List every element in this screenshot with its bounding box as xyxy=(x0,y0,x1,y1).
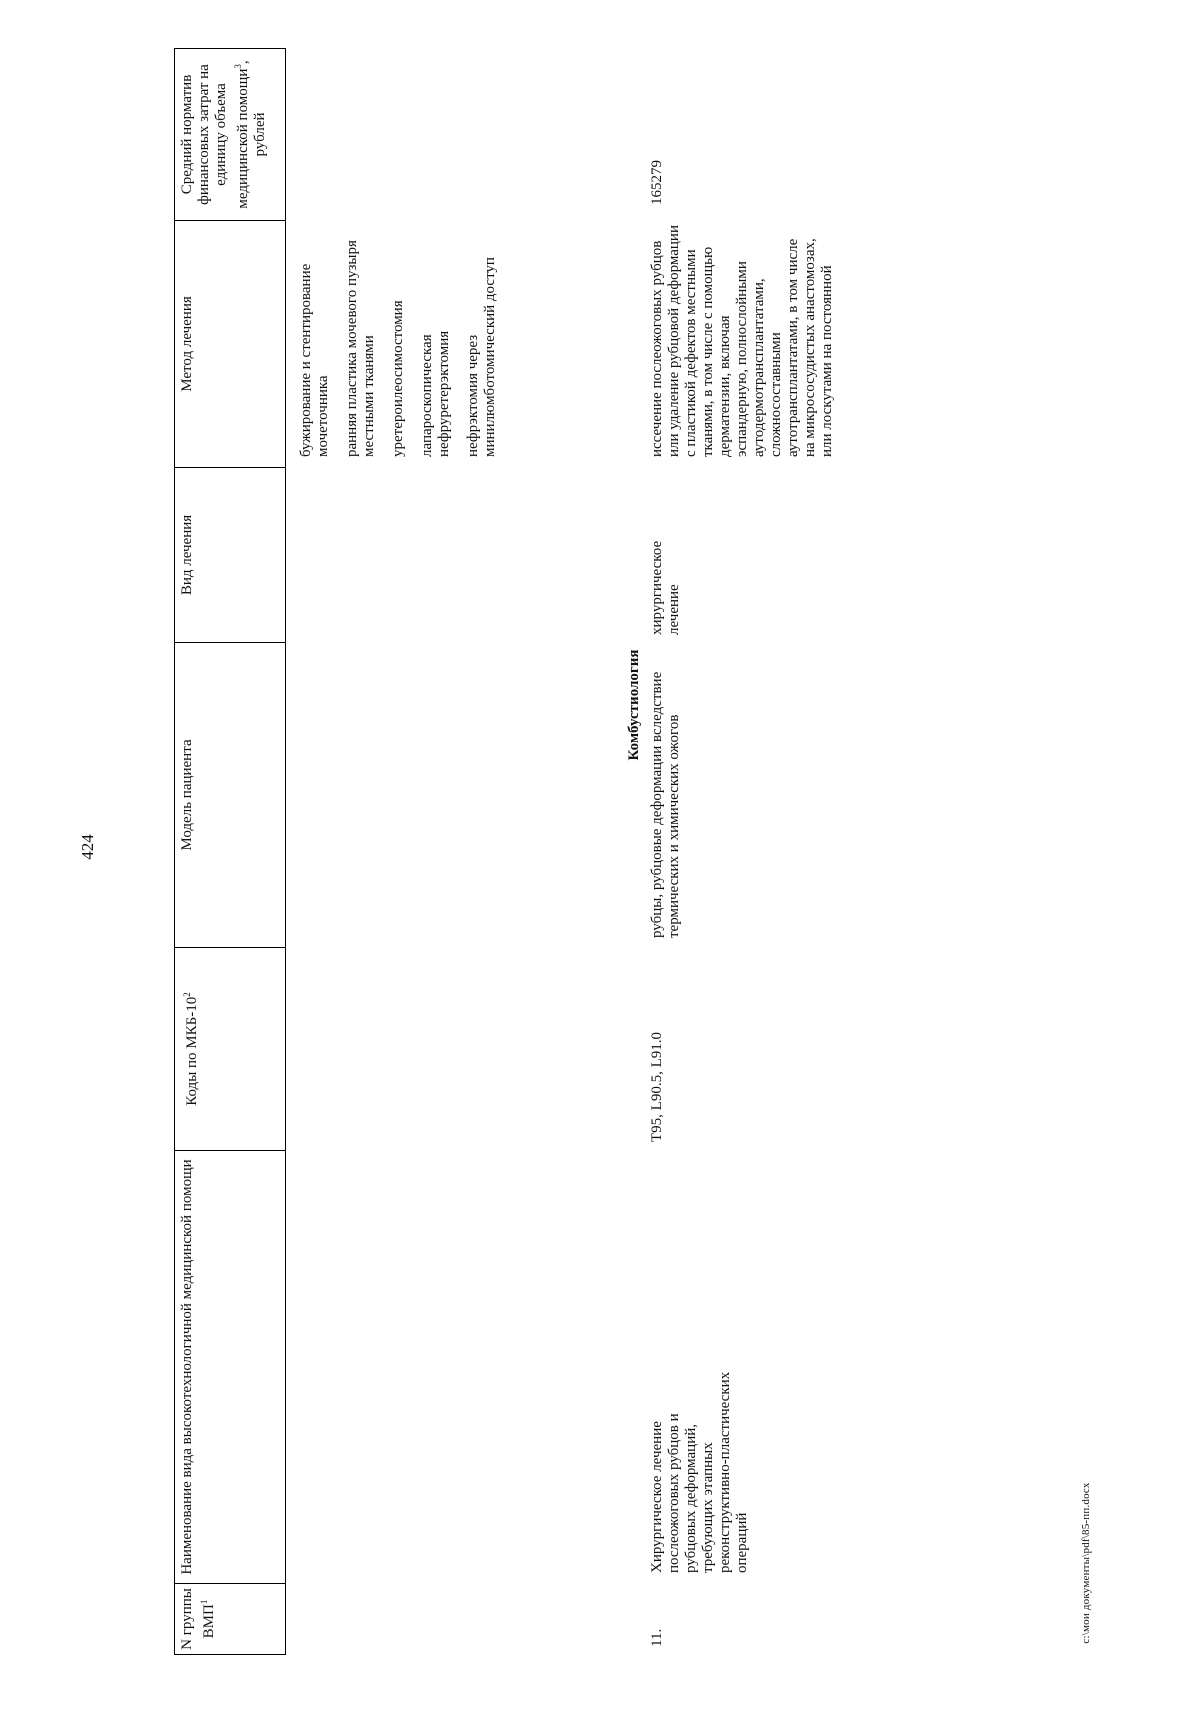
method-item: нефрэктомия через минилюмботомический доступ xyxy=(465,257,498,457)
method-item: лапароскопическая нефруретерэктомия xyxy=(419,330,452,457)
header-name: Наименование вида высокотехнологичной медицинской помощи xyxy=(174,1150,286,1583)
header-group-no: N группы ВМП$^1$ xyxy=(174,1583,286,1655)
row-treatment-method: иссечение послеожоговых рубцов или удаление рубцовой деформации с пластикой дефектов местными тканями, в том числе с помощью дерматензии, включая эспандерную, полнослойными аутодермотрансплантатами, сложносоставными аутотрансплантатами, в том числе на микрососудистых анастомозах, или лоскутами на постоянной xyxy=(649,225,835,457)
header-codes: Коды по МКБ-$10^2$ xyxy=(174,947,286,1150)
row-codes: T95, L90.5, L91.0 xyxy=(649,1032,665,1142)
continuation-methods xyxy=(298,217,511,457)
header-patient-model: Модель пациента xyxy=(174,642,286,947)
header-treatment-method: Метод лечения xyxy=(174,220,286,467)
row-avg-cost: 165279 xyxy=(649,160,665,205)
method-item: ранняя пластика мочевого пузыря местными тканями xyxy=(344,240,377,457)
method-item: уретероилеосимостомия xyxy=(390,300,406,457)
method-item: бужирование и стентирование мочеточника xyxy=(298,263,331,457)
row-patient-model: рубцы, рубцовые деформации вследствие термических и химических ожогов xyxy=(649,671,682,938)
header-avg-cost: Средний норматив финансовых затрат на единицу объема медицинской помощи$^3$, рублей xyxy=(174,48,286,220)
section-title: Комбустиология xyxy=(626,649,642,761)
footer-file-path: c:\мои документы\pdf\85-пп.docx xyxy=(1080,1482,1092,1644)
header-treatment-type: Вид лечения xyxy=(174,467,286,642)
row-number: 11. xyxy=(649,1628,665,1647)
page-number: 424 xyxy=(78,834,97,860)
rotated-table xyxy=(174,0,1200,1655)
row-name: Хирургическое лечение послеожоговых рубцов и рубцовых деформаций, требующих этапных реконструктивно-пластических операций xyxy=(649,1371,750,1573)
row-treatment-type: хирургическое лечение xyxy=(649,540,682,635)
